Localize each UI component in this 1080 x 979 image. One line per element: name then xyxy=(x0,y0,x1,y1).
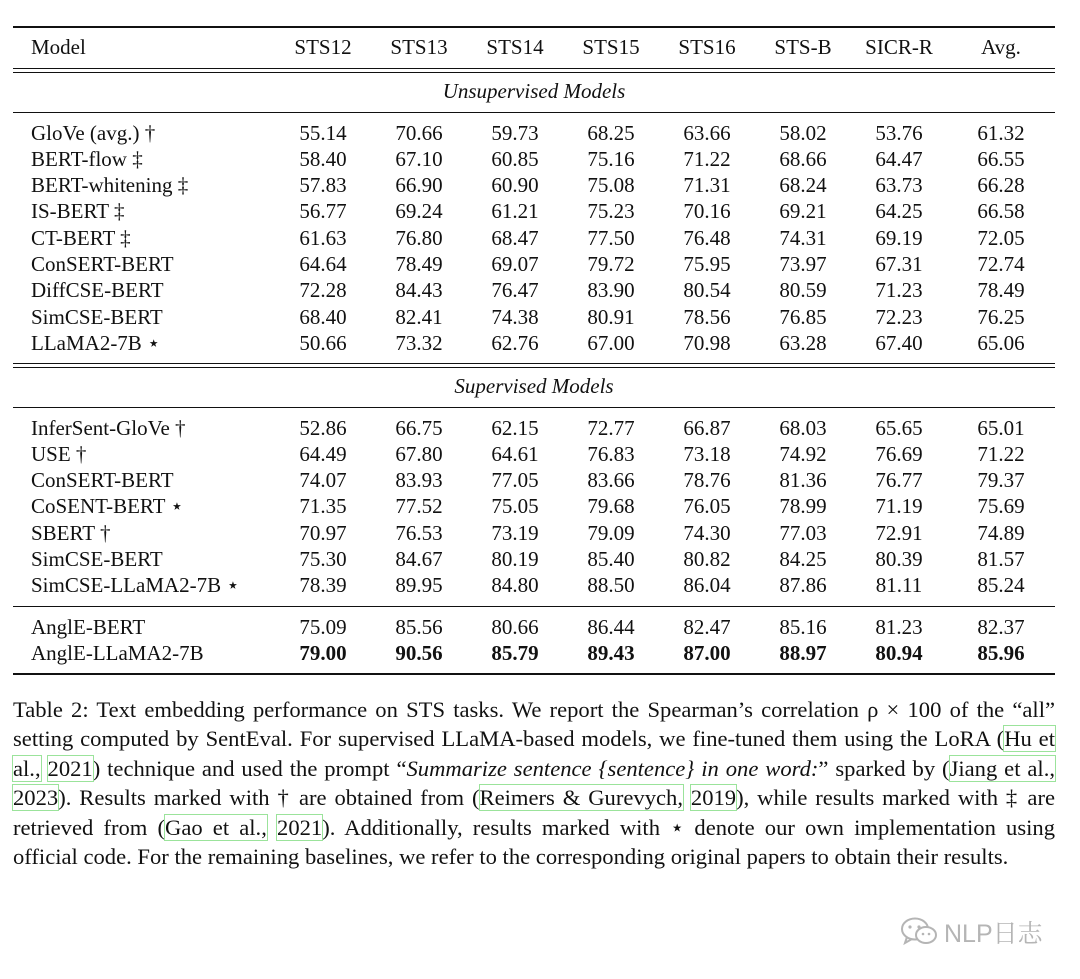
value-cell: 80.39 xyxy=(875,547,923,572)
value-cell: 76.48 xyxy=(683,225,731,250)
model-name-cell: GloVe (avg.) † xyxy=(31,120,156,145)
caption-text: ) technique and used the prompt “ xyxy=(92,755,407,781)
value-cell: 71.22 xyxy=(683,146,731,171)
value-cell: 68.24 xyxy=(779,173,827,198)
value-cell: 85.40 xyxy=(587,547,635,572)
citation-jiang-year[interactable]: 2023 xyxy=(13,785,59,811)
value-cell: 64.49 xyxy=(299,441,347,466)
value-cell: 85.16 xyxy=(779,614,827,639)
value-cell: 75.30 xyxy=(299,547,347,572)
table-row xyxy=(13,441,1055,467)
table-row xyxy=(13,304,1055,330)
column-header: STS14 xyxy=(486,35,544,59)
value-cell: 66.58 xyxy=(977,199,1025,224)
column-header: STS13 xyxy=(390,35,448,59)
value-cell: 89.95 xyxy=(395,573,443,598)
value-cell: 58.02 xyxy=(779,120,827,145)
model-name-cell: CT-BERT ‡ xyxy=(31,225,131,250)
value-cell: 75.69 xyxy=(977,494,1025,519)
value-cell: 76.77 xyxy=(875,468,923,493)
value-cell: 67.10 xyxy=(395,146,443,171)
value-cell: 89.43 xyxy=(587,640,635,665)
model-name-cell: SimCSE-BERT xyxy=(31,304,163,329)
table-row xyxy=(13,546,1055,572)
value-cell: 80.82 xyxy=(683,547,731,572)
column-header: SICR-R xyxy=(865,35,933,59)
value-cell: 64.47 xyxy=(875,146,923,171)
value-cell: 71.19 xyxy=(875,494,923,519)
value-cell: 57.83 xyxy=(299,173,347,198)
value-cell: 75.95 xyxy=(683,252,731,277)
value-cell: 66.87 xyxy=(683,415,731,440)
value-cell: 63.66 xyxy=(683,120,731,145)
value-cell: 73.97 xyxy=(779,252,827,277)
value-cell: 76.47 xyxy=(491,278,539,303)
table-row xyxy=(13,198,1055,224)
value-cell: 70.66 xyxy=(395,120,443,145)
value-cell: 87.00 xyxy=(683,640,731,665)
value-cell: 53.76 xyxy=(875,120,923,145)
table-row xyxy=(13,607,1055,640)
value-cell: 67.31 xyxy=(875,252,923,277)
section-supervised xyxy=(13,368,1055,406)
value-cell: 71.22 xyxy=(977,441,1025,466)
value-cell: 63.73 xyxy=(875,173,923,198)
value-cell: 71.35 xyxy=(299,494,347,519)
value-cell: 72.91 xyxy=(875,520,923,545)
citation-gao-year[interactable]: 2021 xyxy=(277,814,323,840)
watermark xyxy=(900,914,1043,950)
table-row xyxy=(13,467,1055,493)
table-row xyxy=(13,572,1055,605)
value-cell: 70.97 xyxy=(299,520,347,545)
value-cell: 74.92 xyxy=(779,441,827,466)
value-cell: 64.61 xyxy=(491,441,539,466)
value-cell: 70.16 xyxy=(683,199,731,224)
citation-reimers-authors[interactable]: Reimers & Gurevych, xyxy=(479,785,683,811)
model-name-cell: AnglE-BERT xyxy=(31,614,146,639)
value-cell: 52.86 xyxy=(299,415,347,440)
model-name-cell: CoSENT-BERT ⋆ xyxy=(31,494,184,519)
value-cell: 77.03 xyxy=(779,520,827,545)
citation-gao-authors[interactable]: Gao et al., xyxy=(165,814,267,840)
value-cell: 88.50 xyxy=(587,573,635,598)
results-table-container xyxy=(13,26,1055,675)
column-header: STS12 xyxy=(294,35,352,59)
value-cell: 84.25 xyxy=(779,547,827,572)
header-row xyxy=(13,28,1055,68)
section-unsupervised xyxy=(13,73,1055,111)
value-cell: 78.49 xyxy=(395,252,443,277)
value-cell: 72.77 xyxy=(587,415,635,440)
value-cell: 81.57 xyxy=(977,547,1025,572)
value-cell: 74.07 xyxy=(299,468,347,493)
value-cell: 76.25 xyxy=(977,304,1025,329)
value-cell: 71.23 xyxy=(875,278,923,303)
section-title: Supervised Models xyxy=(454,374,614,399)
value-cell: 50.66 xyxy=(299,330,347,355)
table-row xyxy=(13,225,1055,251)
value-cell: 78.49 xyxy=(977,278,1025,303)
results-table xyxy=(13,26,1055,675)
section-title: Unsupervised Models xyxy=(442,79,626,104)
value-cell: 88.97 xyxy=(779,640,827,665)
value-cell: 83.93 xyxy=(395,468,443,493)
table-row xyxy=(13,640,1055,673)
table-row xyxy=(13,493,1055,519)
value-cell: 80.54 xyxy=(683,278,731,303)
value-cell: 61.32 xyxy=(977,120,1025,145)
caption-text: Table 2: Text embedding performance on STS tasks. We report the Spearman’s correlation ρ × 100 of the “all” setting computed by SentEval. For supervised LLaMA-based models, we fine-tuned them using the LoRA ( xyxy=(13,697,1055,752)
citation-hu-authors[interactable]: Hu et al., xyxy=(13,726,1055,781)
value-cell: 75.05 xyxy=(491,494,539,519)
column-header: STS16 xyxy=(678,35,736,59)
value-cell: 64.64 xyxy=(299,252,347,277)
table-row xyxy=(13,113,1055,146)
model-name-cell: InferSent-GloVe † xyxy=(31,415,186,440)
value-cell: 80.94 xyxy=(875,640,923,665)
value-cell: 85.96 xyxy=(977,640,1025,665)
value-cell: 76.85 xyxy=(779,304,827,329)
caption-text: ” sparked by ( xyxy=(818,755,950,781)
value-cell: 72.74 xyxy=(977,252,1025,277)
value-cell: 76.80 xyxy=(395,225,443,250)
value-cell: 72.23 xyxy=(875,304,923,329)
table-row xyxy=(13,146,1055,172)
value-cell: 77.50 xyxy=(587,225,635,250)
value-cell: 72.28 xyxy=(299,278,347,303)
table-caption xyxy=(13,695,1055,871)
value-cell: 80.59 xyxy=(779,278,827,303)
model-name-cell: USE † xyxy=(31,441,87,466)
value-cell: 76.05 xyxy=(683,494,731,519)
caption-prompt: Summarize sentence {sentence} in one word: xyxy=(406,755,819,781)
column-header: Avg. xyxy=(981,35,1021,59)
value-cell: 56.77 xyxy=(299,199,347,224)
value-cell: 66.55 xyxy=(977,146,1025,171)
value-cell: 74.30 xyxy=(683,520,731,545)
value-cell: 61.21 xyxy=(491,199,539,224)
value-cell: 62.76 xyxy=(491,330,539,355)
value-cell: 76.53 xyxy=(395,520,443,545)
caption-text: ). Additionally, results marked with ⋆ denote our own implementation using official code. For the remaining baselines, we refer to the corresponding original papers to obtain their results. xyxy=(13,814,1056,870)
bottom-rule xyxy=(13,673,1055,675)
model-name-cell: ConSERT-BERT xyxy=(31,468,174,493)
value-cell: 84.80 xyxy=(491,573,539,598)
value-cell: 76.83 xyxy=(587,441,635,466)
value-cell: 64.25 xyxy=(875,199,923,224)
table-row xyxy=(13,408,1055,441)
citation-jiang-authors[interactable]: Jiang et al., xyxy=(949,755,1056,781)
model-name-cell: ConSERT-BERT xyxy=(31,252,174,277)
model-name-cell: SimCSE-BERT xyxy=(31,547,163,572)
value-cell: 60.85 xyxy=(491,146,539,171)
value-cell: 74.31 xyxy=(779,225,827,250)
value-cell: 58.40 xyxy=(299,146,347,171)
value-cell: 81.23 xyxy=(875,614,923,639)
value-cell: 69.21 xyxy=(779,199,827,224)
model-name-cell: AnglE-LLaMA2-7B xyxy=(31,640,204,665)
table-row xyxy=(13,172,1055,198)
citation-hu-year[interactable]: 2021 xyxy=(47,755,93,781)
value-cell: 66.28 xyxy=(977,173,1025,198)
value-cell: 71.31 xyxy=(683,173,731,198)
value-cell: 82.37 xyxy=(977,614,1025,639)
value-cell: 78.39 xyxy=(299,573,347,598)
value-cell: 79.00 xyxy=(299,640,347,665)
value-cell: 68.40 xyxy=(299,304,347,329)
model-name-cell: SimCSE-LLaMA2-7B ⋆ xyxy=(31,573,240,598)
value-cell: 67.80 xyxy=(395,441,443,466)
table-row xyxy=(13,520,1055,546)
value-cell: 85.24 xyxy=(977,573,1025,598)
value-cell: 65.01 xyxy=(977,415,1025,440)
value-cell: 68.03 xyxy=(779,415,827,440)
value-cell: 78.99 xyxy=(779,494,827,519)
value-cell: 80.91 xyxy=(587,304,635,329)
caption-text: ). Results marked with † are obtained from ( xyxy=(58,785,480,811)
value-cell: 79.72 xyxy=(587,252,635,277)
value-cell: 83.66 xyxy=(587,468,635,493)
value-cell: 86.44 xyxy=(587,614,635,639)
value-cell: 75.09 xyxy=(299,614,347,639)
value-cell: 73.19 xyxy=(491,520,539,545)
value-cell: 77.05 xyxy=(491,468,539,493)
value-cell: 69.24 xyxy=(395,199,443,224)
value-cell: 84.43 xyxy=(395,278,443,303)
value-cell: 78.56 xyxy=(683,304,731,329)
value-cell: 68.25 xyxy=(587,120,635,145)
table-row xyxy=(13,277,1055,303)
model-name-cell: BERT-flow ‡ xyxy=(31,146,143,171)
value-cell: 75.16 xyxy=(587,146,635,171)
value-cell: 65.65 xyxy=(875,415,923,440)
value-cell: 70.98 xyxy=(683,330,731,355)
value-cell: 85.56 xyxy=(395,614,443,639)
value-cell: 62.15 xyxy=(491,415,539,440)
value-cell: 68.47 xyxy=(491,225,539,250)
model-name-cell: DiffCSE-BERT xyxy=(31,278,164,303)
value-cell: 73.18 xyxy=(683,441,731,466)
value-cell: 80.66 xyxy=(491,614,539,639)
citation-reimers-year[interactable]: 2019 xyxy=(690,785,737,811)
value-cell: 66.90 xyxy=(395,173,443,198)
table-row xyxy=(13,330,1055,363)
value-cell: 85.79 xyxy=(491,640,539,665)
value-cell: 79.09 xyxy=(587,520,635,545)
value-cell: 83.90 xyxy=(587,278,635,303)
value-cell: 87.86 xyxy=(779,573,827,598)
value-cell: 68.66 xyxy=(779,146,827,171)
value-cell: 79.37 xyxy=(977,468,1025,493)
value-cell: 90.56 xyxy=(395,640,443,665)
value-cell: 60.90 xyxy=(491,173,539,198)
value-cell: 82.47 xyxy=(683,614,731,639)
value-cell: 81.36 xyxy=(779,468,827,493)
model-name-cell: BERT-whitening ‡ xyxy=(31,173,189,198)
value-cell: 55.14 xyxy=(299,120,347,145)
value-cell: 80.19 xyxy=(491,547,539,572)
column-header: Model xyxy=(31,35,86,59)
value-cell: 69.07 xyxy=(491,252,539,277)
value-cell: 81.11 xyxy=(875,573,923,598)
value-cell: 74.89 xyxy=(977,520,1025,545)
value-cell: 78.76 xyxy=(683,468,731,493)
caption-text: ), while results marked with ‡ are retrieved from ( xyxy=(13,785,1055,840)
value-cell: 73.32 xyxy=(395,330,443,355)
model-name-cell: SBERT † xyxy=(31,520,111,545)
value-cell: 74.38 xyxy=(491,304,539,329)
column-header: STS15 xyxy=(582,35,640,59)
value-cell: 75.08 xyxy=(587,173,635,198)
value-cell: 82.41 xyxy=(395,304,443,329)
value-cell: 67.40 xyxy=(875,330,923,355)
watermark-text: NLP日志 xyxy=(944,920,1043,948)
value-cell: 76.69 xyxy=(875,441,923,466)
wechat-icon xyxy=(900,916,938,948)
value-cell: 65.06 xyxy=(977,330,1025,355)
table-row xyxy=(13,251,1055,277)
value-cell: 59.73 xyxy=(491,120,539,145)
value-cell: 77.52 xyxy=(395,494,443,519)
value-cell: 63.28 xyxy=(779,330,827,355)
value-cell: 67.00 xyxy=(587,330,635,355)
column-header: STS-B xyxy=(774,35,832,59)
value-cell: 84.67 xyxy=(395,547,443,572)
value-cell: 61.63 xyxy=(299,225,347,250)
value-cell: 66.75 xyxy=(395,415,443,440)
value-cell: 79.68 xyxy=(587,494,635,519)
value-cell: 72.05 xyxy=(977,225,1025,250)
value-cell: 75.23 xyxy=(587,199,635,224)
model-name-cell: LLaMA2-7B ⋆ xyxy=(31,330,161,355)
model-name-cell: IS-BERT ‡ xyxy=(31,199,125,224)
value-cell: 86.04 xyxy=(683,573,731,598)
value-cell: 69.19 xyxy=(875,225,923,250)
